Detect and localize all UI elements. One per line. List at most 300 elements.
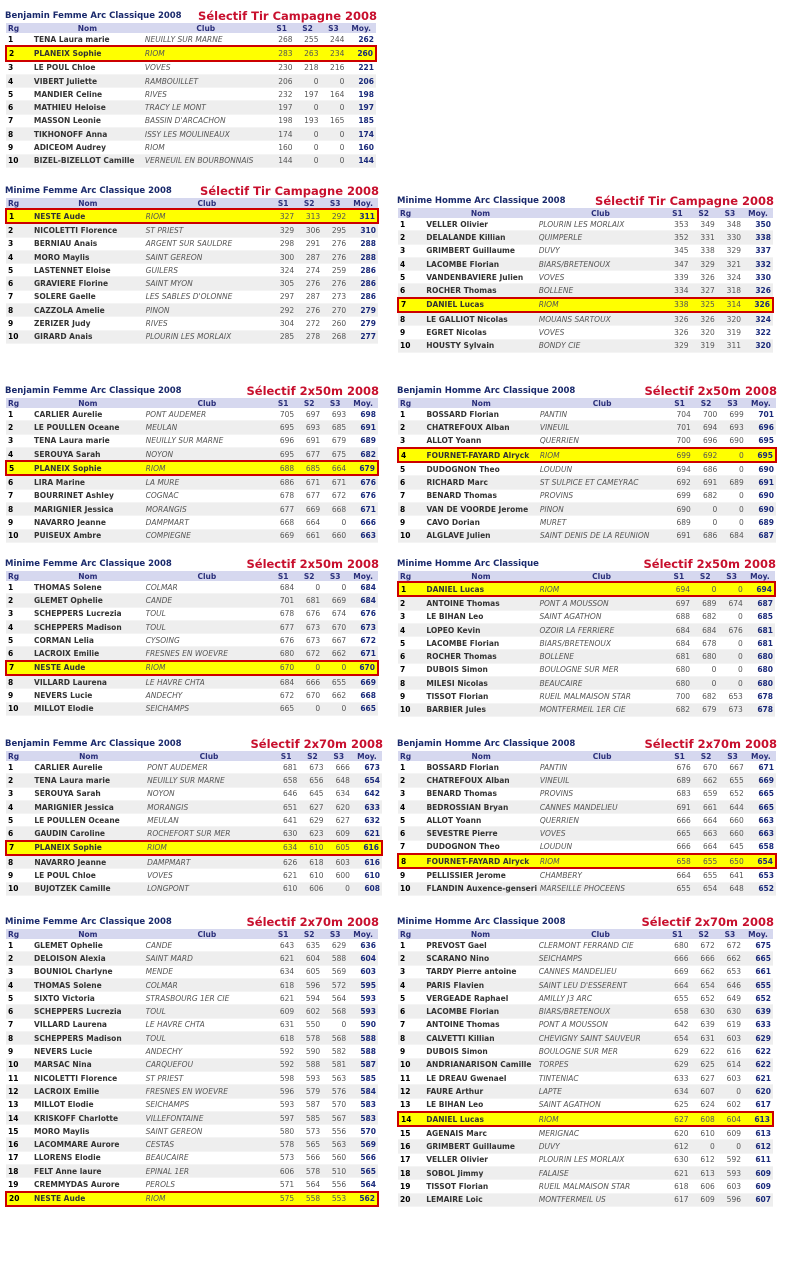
club-cell: RIOM (537, 1112, 665, 1126)
score-s3-cell: 660 (322, 529, 348, 542)
rank-cell: 7 (6, 841, 32, 855)
score-s2-cell: 579 (296, 1085, 322, 1098)
average-cell: 337 (743, 244, 773, 257)
table-row (6, 101, 376, 114)
name-cell: SCHEPPERS Madison (32, 1032, 144, 1045)
table-row (398, 610, 775, 623)
table-row (6, 1098, 378, 1111)
highlighted-table-row (398, 448, 776, 462)
name-cell: THOMAS Solene (32, 978, 144, 991)
column-header-rg: Rg (398, 208, 424, 218)
table-row (398, 312, 773, 326)
name-cell: LE POUL Chloe (32, 869, 145, 882)
ranking-table (5, 398, 379, 543)
ranking-table-block (397, 380, 777, 543)
name-cell: DANIEL Lucas (424, 298, 537, 312)
score-s2-cell: 0 (692, 582, 718, 596)
club-cell: VOVES (538, 827, 667, 840)
club-cell: BEAUCAIRE (537, 677, 665, 690)
average-cell: 621 (352, 827, 382, 841)
score-s1-cell: 598 (270, 1071, 296, 1084)
rank-cell: 2 (6, 46, 32, 60)
score-s3-cell: 670 (322, 620, 348, 633)
rank-cell: 10 (398, 529, 424, 542)
score-s3-cell: 319 (717, 326, 743, 339)
column-header-row (398, 398, 776, 408)
table-row (6, 1125, 378, 1138)
club-cell: BEAUCAIRE (144, 1151, 270, 1164)
name-cell: GRIMBERT Guillaume (424, 1140, 537, 1153)
club-cell: NEUILLY SUR MARNE (145, 774, 273, 787)
average-cell: 685 (745, 610, 775, 623)
club-cell: CANDE (144, 594, 270, 607)
name-cell: VIBERT Juliette (32, 74, 143, 87)
column-header-rg: Rg (6, 571, 32, 581)
table-row (398, 421, 776, 434)
name-cell: CARLIER Aurelie (32, 761, 145, 774)
score-s3-cell: 568 (322, 1005, 348, 1018)
score-s2-cell: 659 (693, 787, 719, 800)
club-cell: LONGPONT (145, 882, 273, 895)
name-cell: FAURE Arthur (424, 1085, 537, 1098)
column-header-rg: Rg (6, 751, 32, 761)
club-cell: PROVINS (538, 489, 667, 502)
score-s3-cell: 605 (326, 841, 352, 855)
rank-cell: 6 (398, 1005, 424, 1018)
score-s2-cell: 585 (296, 1111, 322, 1124)
name-cell: BOSSARD Florian (424, 761, 537, 774)
score-s1-cell: 699 (666, 489, 692, 502)
score-s1-cell: 629 (664, 1045, 690, 1058)
score-s2-cell: 0 (691, 1140, 717, 1153)
score-s3-cell: 674 (718, 596, 744, 610)
score-s2-cell: 663 (693, 827, 719, 840)
score-s1-cell: 593 (270, 1098, 296, 1111)
column-header-club: Club (538, 751, 667, 761)
score-s1-cell: 620 (664, 1126, 690, 1140)
column-header-moy: Moy. (348, 571, 378, 581)
table-row (398, 787, 776, 800)
table-row (398, 761, 776, 774)
ranking-table-block (5, 553, 379, 716)
name-cell: CALVETTI Killian (424, 1032, 537, 1045)
table-row (398, 1032, 773, 1045)
score-s1-cell: 705 (270, 408, 296, 421)
club-cell: STRASBOURG 1ER CIE (144, 992, 270, 1005)
table-row (6, 475, 378, 489)
club-cell: VOVES (537, 271, 665, 284)
average-cell: 687 (745, 596, 775, 610)
rank-cell: 17 (398, 1153, 424, 1166)
score-s2-cell: 274 (296, 264, 322, 277)
selection-title: Sélectif 2x70m 2008 (644, 737, 777, 751)
score-s2-cell: 654 (693, 882, 719, 895)
name-cell: BOSSARD Florian (424, 408, 537, 421)
average-cell: 260 (346, 46, 376, 60)
club-cell: PINON (538, 503, 667, 516)
score-s1-cell: 326 (664, 312, 690, 326)
name-cell: NICOLETTI Florence (32, 223, 144, 237)
name-cell: MORO Maylis (32, 1125, 144, 1138)
rank-cell: 7 (398, 489, 424, 502)
average-cell: 330 (743, 271, 773, 284)
table-row (6, 1138, 378, 1151)
score-s3-cell: 690 (719, 434, 745, 448)
table-row (6, 594, 378, 607)
score-s3-cell: 660 (719, 814, 745, 827)
score-s1-cell: 197 (269, 101, 295, 114)
score-s2-cell: 618 (299, 855, 325, 869)
score-s3-cell: 216 (320, 61, 346, 75)
club-cell: PLOURIN LES MORLAIX (537, 218, 665, 231)
average-cell: 279 (348, 317, 378, 330)
table-row (6, 992, 378, 1005)
score-s1-cell: 353 (664, 218, 690, 231)
column-header-moy: Moy. (743, 929, 773, 939)
score-s3-cell: 609 (717, 1126, 743, 1140)
score-s1-cell: 651 (273, 800, 299, 813)
table-row (398, 1085, 773, 1098)
score-s3-cell: 556 (322, 1178, 348, 1192)
score-s2-cell: 629 (299, 814, 325, 827)
column-header-nom: Nom (424, 398, 537, 408)
score-s1-cell: 701 (270, 594, 296, 607)
average-cell: 608 (352, 882, 382, 895)
score-s2-cell: 689 (692, 596, 718, 610)
average-cell: 286 (348, 264, 378, 277)
average-cell: 676 (348, 607, 378, 620)
rank-cell: 10 (6, 882, 32, 895)
score-s2-cell: 326 (691, 271, 717, 284)
name-cell: FOURNET-FAYARD Alryck (424, 448, 537, 462)
score-s2-cell: 661 (296, 529, 322, 542)
selection-title: Sélectif 2x50m 2008 (246, 557, 379, 571)
score-s3-cell: 259 (322, 264, 348, 277)
name-cell: LASTENNET Eloise (32, 264, 144, 277)
table-row (6, 330, 378, 343)
score-s3-cell: 276 (322, 237, 348, 250)
rank-cell: 1 (398, 408, 424, 421)
score-s3-cell: 646 (717, 978, 743, 991)
score-s1-cell: 684 (666, 637, 692, 650)
score-s2-cell: 609 (691, 1193, 717, 1206)
score-s1-cell: 285 (270, 330, 296, 343)
score-s1-cell: 666 (666, 814, 692, 827)
name-cell: KRISKOFF Charlotte (32, 1111, 144, 1124)
column-header-s2: S2 (296, 398, 322, 408)
club-cell: CANNES MANDELIEU (538, 800, 667, 813)
score-s3-cell: 563 (322, 1138, 348, 1151)
table-row (6, 447, 378, 461)
score-s3-cell: 572 (322, 978, 348, 991)
table-row (398, 271, 773, 284)
rank-cell: 10 (398, 1058, 424, 1071)
score-s1-cell: 680 (270, 647, 296, 661)
table-row (6, 1058, 378, 1071)
name-cell: LE BIHAN Leo (424, 610, 537, 623)
column-header-rg: Rg (6, 929, 32, 939)
name-cell: VELLER Olivier (424, 218, 537, 231)
table-row (398, 650, 775, 663)
score-s1-cell: 297 (270, 290, 296, 303)
name-cell: LEMAIRE Loic (424, 1193, 537, 1206)
score-s1-cell: 680 (666, 663, 692, 676)
average-cell: 588 (348, 1032, 378, 1045)
score-s1-cell: 684 (270, 675, 296, 689)
ranking-table (5, 571, 379, 716)
average-cell: 666 (348, 516, 378, 529)
score-s1-cell: 618 (270, 1032, 296, 1045)
club-cell: ST PRIEST (144, 1071, 270, 1084)
score-s3-cell: 655 (719, 774, 745, 787)
rank-cell: 15 (398, 1126, 424, 1140)
rank-cell: 1 (6, 939, 32, 952)
table-row (6, 516, 378, 529)
average-cell: 673 (352, 761, 382, 774)
score-s3-cell: 684 (719, 529, 745, 542)
score-s1-cell: 610 (273, 882, 299, 895)
score-s1-cell: 292 (270, 304, 296, 317)
score-s2-cell: 697 (296, 408, 322, 421)
club-cell: QUERRIEN (538, 814, 667, 827)
score-s1-cell: 338 (664, 298, 690, 312)
rank-cell: 7 (6, 661, 32, 675)
name-cell: SEROUYA Sarah (32, 787, 145, 800)
score-s1-cell: 326 (664, 326, 690, 339)
category-title: Benjamin Femme Arc Classique 2008 (5, 11, 182, 21)
table-row (6, 33, 376, 46)
rank-cell: 14 (6, 1111, 32, 1124)
average-cell: 288 (348, 250, 378, 263)
category-title: Minime Homme Arc Classique 2008 (397, 196, 566, 206)
score-s3-cell: 273 (322, 290, 348, 303)
average-cell: 652 (746, 882, 776, 895)
club-cell: BIARS/BRETENOUX (537, 637, 665, 650)
table-row (6, 74, 376, 87)
score-s1-cell: 695 (270, 421, 296, 434)
category-title: Benjamin Homme Arc Classique 2008 (397, 386, 576, 396)
average-cell: 681 (745, 623, 775, 636)
name-cell: DELOISON Alexia (32, 952, 144, 965)
score-s2-cell: 639 (691, 1018, 717, 1031)
rank-cell: 3 (6, 607, 32, 620)
highlighted-table-row (6, 209, 378, 223)
rank-cell: 13 (398, 1098, 424, 1112)
score-s2-cell: 604 (296, 952, 322, 965)
column-header-nom: Nom (424, 571, 537, 582)
average-cell: 691 (348, 421, 378, 434)
score-s3-cell: 582 (322, 1045, 348, 1058)
club-cell: ISSY LES MOULINEAUX (143, 128, 269, 141)
rank-cell: 4 (6, 74, 32, 87)
score-s2-cell: 0 (296, 581, 322, 594)
average-cell: 633 (743, 1018, 773, 1031)
score-s2-cell: 565 (296, 1138, 322, 1151)
average-cell: 653 (746, 868, 776, 882)
score-s1-cell: 621 (273, 869, 299, 882)
club-cell: VINEUIL (538, 774, 667, 787)
score-s1-cell: 625 (664, 1098, 690, 1112)
club-cell: SAINT AGATHON (537, 1098, 665, 1112)
average-cell: 701 (746, 408, 776, 421)
name-cell: DUDOGNON Theo (424, 462, 537, 476)
club-cell: RIOM (537, 298, 665, 312)
rank-cell: 19 (398, 1180, 424, 1193)
score-s3-cell: 510 (322, 1165, 348, 1178)
club-cell: LE HAVRE CHTA (144, 1018, 270, 1031)
score-s3-cell: 0 (719, 503, 745, 516)
highlighted-table-row (6, 461, 378, 475)
score-s1-cell: 305 (270, 277, 296, 290)
club-cell: RIOM (144, 209, 270, 223)
score-s3-cell: 0 (320, 101, 346, 114)
average-cell: 663 (746, 814, 776, 827)
table-row (398, 814, 776, 827)
score-s3-cell: 0 (320, 128, 346, 141)
rank-cell: 13 (6, 1098, 32, 1111)
name-cell: PUISEUX Ambre (32, 529, 144, 542)
score-s2-cell: 566 (296, 1151, 322, 1164)
column-header-s1: S1 (270, 929, 296, 939)
table-row (6, 88, 376, 101)
name-cell: BUJOTZEK Camille (32, 882, 145, 895)
average-cell: 279 (348, 304, 378, 317)
score-s3-cell: 276 (322, 277, 348, 290)
name-cell: SCHEPPERS Madison (32, 620, 144, 633)
table-row (6, 1005, 378, 1018)
average-cell: 617 (743, 1098, 773, 1112)
score-s2-cell: 550 (296, 1018, 322, 1031)
category-title: Benjamin Femme Arc Classique 2008 (5, 386, 182, 396)
column-header-row (6, 198, 378, 209)
score-s1-cell: 629 (664, 1058, 690, 1071)
club-cell: LE HAVRE CHTA (144, 675, 270, 689)
average-cell: 604 (348, 952, 378, 965)
score-s2-cell: 608 (691, 1112, 717, 1126)
selection-title: Sélectif Tir Campagne 2008 (198, 9, 377, 23)
score-s1-cell: 630 (664, 1153, 690, 1166)
rank-cell: 5 (6, 634, 32, 647)
score-s1-cell: 658 (664, 1005, 690, 1018)
column-header-s1: S1 (270, 571, 296, 581)
name-cell: VELLER Olivier (424, 1153, 537, 1166)
table-row (398, 939, 773, 952)
score-s1-cell: 658 (666, 854, 692, 868)
column-header-s3: S3 (718, 571, 744, 582)
table-row (6, 1018, 378, 1031)
name-cell: LE POULLEN Oceane (32, 814, 145, 827)
average-cell: 658 (746, 840, 776, 854)
name-cell: CHATREFOUX Alban (424, 421, 537, 434)
average-cell: 198 (346, 88, 376, 101)
name-cell: ALLOT Yoann (424, 814, 537, 827)
name-cell: TARDY Pierre antoine (424, 965, 537, 978)
score-s2-cell: 655 (693, 868, 719, 882)
average-cell: 588 (348, 1045, 378, 1058)
name-cell: HOUSTY Sylvain (424, 339, 537, 352)
column-header-club: Club (537, 929, 665, 939)
score-s2-cell: 594 (296, 992, 322, 1005)
club-cell: TOUL (144, 607, 270, 620)
column-header-row (398, 208, 773, 218)
average-cell: 695 (746, 448, 776, 462)
average-cell: 338 (743, 231, 773, 244)
score-s1-cell: 680 (664, 939, 690, 952)
table-row (6, 237, 378, 250)
name-cell: ADICEOM Audrey (32, 141, 143, 154)
average-cell: 639 (743, 1005, 773, 1018)
score-s3-cell: 0 (322, 516, 348, 529)
name-cell: NESTE Aude (32, 661, 144, 675)
column-header-moy: Moy. (348, 929, 378, 939)
score-s3-cell: 614 (717, 1058, 743, 1071)
score-s3-cell: 604 (717, 1112, 743, 1126)
average-cell: 569 (348, 1138, 378, 1151)
table-row (6, 689, 378, 702)
name-cell: GRAVIERE Florine (32, 277, 144, 290)
score-s1-cell: 634 (270, 965, 296, 978)
score-s2-cell: 678 (692, 637, 718, 650)
column-header-club: Club (537, 571, 665, 582)
club-cell: ARGENT SUR SAULDRE (144, 237, 270, 250)
name-cell: DELALANDE Killian (424, 231, 537, 244)
score-s3-cell: 603 (717, 1032, 743, 1045)
ranking-table-block (397, 553, 776, 717)
average-cell: 286 (348, 277, 378, 290)
club-cell: TOUL (144, 1032, 270, 1045)
selection-title: Sélectif 2x70m 2008 (641, 915, 774, 929)
highlighted-table-row (398, 582, 775, 596)
rank-cell: 11 (6, 1071, 32, 1084)
column-header-s1: S1 (269, 23, 295, 33)
name-cell: LE GALLIOT Nicolas (424, 312, 537, 326)
club-cell: FRESNES EN WOEVRE (144, 647, 270, 661)
club-cell: CARQUEFOU (144, 1058, 270, 1071)
average-cell: 665 (746, 787, 776, 800)
table-row (398, 1140, 773, 1153)
column-header-s1: S1 (666, 751, 692, 761)
average-cell: 632 (352, 814, 382, 827)
rank-cell: 1 (398, 761, 424, 774)
name-cell: PLANEIX Sophie (32, 841, 145, 855)
score-s2-cell: 272 (296, 317, 322, 330)
name-cell: ANTOINE Thomas (424, 1018, 537, 1031)
score-s1-cell: 283 (269, 46, 295, 60)
score-s2-cell: 630 (691, 1005, 717, 1018)
score-s2-cell: 664 (296, 516, 322, 529)
name-cell: VERGEADE Raphael (424, 992, 537, 1005)
average-cell: 277 (348, 330, 378, 343)
ranking-table (397, 929, 774, 1207)
club-cell: SAINT AGATHON (537, 610, 665, 623)
score-s1-cell: 677 (270, 620, 296, 633)
column-header-row (6, 571, 378, 581)
ranking-table-block (5, 911, 379, 1207)
column-header-row (6, 398, 378, 408)
name-cell: LIRA Marine (32, 475, 144, 489)
column-header-club: Club (537, 208, 665, 218)
name-cell: FLANDIN Auxence-genseri (424, 882, 537, 895)
column-header-row (6, 929, 378, 939)
score-s3-cell: 553 (322, 1192, 348, 1206)
score-s2-cell: 666 (296, 675, 322, 689)
rank-cell: 3 (6, 787, 32, 800)
rank-cell: 6 (398, 827, 424, 840)
score-s1-cell: 689 (666, 516, 692, 529)
score-s3-cell: 560 (322, 1151, 348, 1164)
ranking-table-block (397, 733, 777, 896)
name-cell: DANIEL Lucas (424, 1112, 537, 1126)
